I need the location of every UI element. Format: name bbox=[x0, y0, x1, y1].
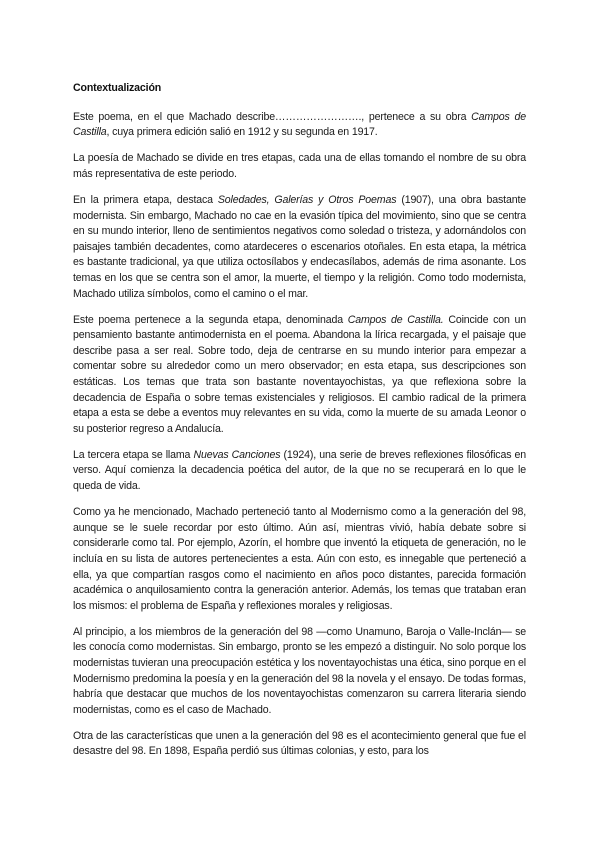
section-heading: Contextualización bbox=[73, 82, 162, 94]
paragraph-text: Este poema, en el que Machado describe……………………., pertenece a su obra bbox=[73, 110, 472, 123]
work-title-soledades: Soledades, Galerías y Otros Poemas bbox=[217, 193, 397, 206]
paragraph-third-stage bbox=[73, 448, 526, 495]
work-title-nuevas-canciones: Nuevas Canciones bbox=[193, 448, 281, 461]
paragraph-generation-98: Como ya he mencionado, Machado perteneció tanto al Modernismo como a la generación del 98, aunque se le suele recordar por esto último. Aún así, mientras vivió, había debate sobre si considerarle como tal. Por ejemplo, Azorín, el hombre que inventó la etiqueta de generación, no le incluía en su lista de autores pertenecientes a esta. Aún con esto, es innegable que perteneció a ella, ya que compartían rasgos como el nacimiento en años poco distantes, parecida formación académica o anquilosamiento contra la generación anterior. Además, los temas que trataban eran los mismos: el problema de España y reflexiones morales y religiosas. bbox=[73, 506, 526, 612]
paragraph-second-stage bbox=[73, 313, 526, 438]
paragraph-first-stage bbox=[73, 193, 526, 302]
paragraph-text: En la primera etapa, destaca bbox=[73, 193, 218, 206]
paragraph-text: La tercera etapa se llama bbox=[73, 448, 194, 461]
paragraph-text: Este poema pertenece a la segunda etapa, denominada bbox=[73, 313, 348, 326]
paragraph-text: (1907), una obra bastante modernista. Sin embargo, Machado no cae en la evasión típica del movimiento, sino que se centra en su mundo interior, lleno de sentimientos negativos como soledad o tristeza, y adornándolos con paisajes también decadentes, como atardeceres o escenarios otoñales. En esta etapa, la métrica es bastante tradicional, ya que utiliza octosílabos y endecasílabos, además de rima asonante. Los temas en los que se centra son el amor, la muerte, el tiempo y la religión. Como todo modernista, Machado utiliza símbolos, como el camino o el mar. bbox=[73, 193, 526, 300]
paragraph-modernists: Al principio, a los miembros de la generación del 98 —como Unamuno, Baroja o Valle-Inclán— se les conocía como modernistas. Sin embargo, pronto se les empezó a distinguir. No solo porque los modernistas tuvieran una preocupación estética y los noventayochistas una ética, sino porque en el Modernismo predomina la poesía y en la generación del 98 la novela y el ensayo. De todas formas, habría que destacar que muchos de los noventayochistas comenzaron su carrera literaria siendo modernistas, como es el caso de Machado. bbox=[73, 625, 526, 716]
paragraph-text: (1924), una serie de breves reflexiones filosóficas en verso. Aquí comienza la decadencia poética del autor, de la que no se recuperará en lo que le queda de vida. bbox=[73, 448, 526, 493]
paragraph-text: Coincide con un pensamiento bastante antimodernista en el poema. Abandona la lírica recargada, y el paisaje que describe pasa a ser real. Sobre todo, deja de centrarse en su mundo interior para empezar a comentar sobre su alrededor como un mero observador; en esta etapa, sus descripciones son estáticas. Los temas que trata son bastante noventayochistas, ya que reflexiona sobre la decadencia de España o sobre temas existenciales y religiosos. El cambio radical de la primera etapa a esta se debe a eventos muy relevantes en su vida, como la muerte de su amada Leonor o su posterior regreso a Andalucía. bbox=[73, 313, 526, 435]
paragraph-stages: La poesía de Machado se divide en tres etapas, cada una de ellas tomando el nombre de su obra más representativa de este periodo. bbox=[73, 152, 526, 180]
work-title-campos-de-castilla: Campos de Castilla bbox=[73, 110, 526, 139]
paragraph-intro bbox=[73, 110, 526, 141]
document-body bbox=[73, 81, 526, 771]
work-title-campos-de-castilla: Campos de Castilla. bbox=[347, 313, 444, 326]
paragraph-disaster-98: Otra de las características que unen a la generación del 98 es el acontecimiento general que fue el desastre del 98. En 1898, España perdió sus últimas colonias, y esto, para los bbox=[73, 729, 526, 758]
paragraph-text: , cuya primera edición salió en 1912 y su segunda en 1917. bbox=[106, 126, 378, 139]
